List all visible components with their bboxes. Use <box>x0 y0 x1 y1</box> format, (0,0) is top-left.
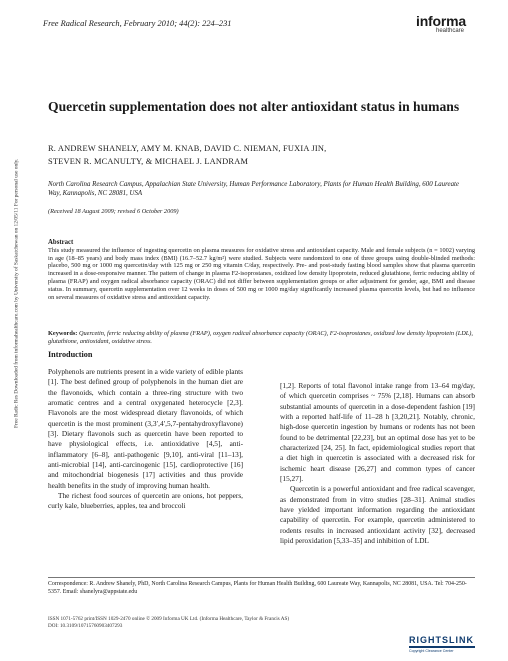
intro-paragraph-2: The richest food sources of quercetin are onions, hot peppers, curly kale, blueberries, apples, tea and broccoli <box>48 491 243 511</box>
section-heading-introduction: Introduction <box>48 350 93 359</box>
keywords-text: Quercetin, ferric reducing ability of plasma (FRAP), oxygen radical absorbance capacity (ORAC), F2-isoprostanes, oxidized low density lipoprotein (LDL), glutathione, antioxidant, oxidative stress. <box>48 330 473 346</box>
rightslink-logo[interactable] <box>409 635 479 653</box>
intro-paragraph-1: Polyphenols are nutrients present in a wide variety of edible plants [1]. The best defined group of polyphenols in the human diet are the flavonoids, which contain a three-ring structure with two aromatic centres and a central oxygenated heterocycle [2,3]. Flavonols are the most widespread dietary flavonoids, of which quercetin is the most prominent (3,3′,4′,5,7-pentahydroxyflavone) [3]. Dietary flavonols such as quercetin have been reported to have physiological effects, i.e. antioxidative [4,5], anti-inflammatory [6–8], anti-pathogenic [9,10], anti-viral [11–13], anti-microbial [14], anti-carcinogenic [15], cardioprotective [16] and mitochondrial biogenesis [17] activities and thus provide health benefits in the study of improving human health. <box>48 367 243 490</box>
issn-line: ISSN 1071-5762 print/ISSN 1029-2470 online © 2009 Informa UK Ltd. (Informa Healthcare, Taylor & Francis AS) <box>48 616 290 622</box>
received-dates: (Received 18 August 2009; revised 6 October 2009) <box>48 208 179 215</box>
publisher-name: informa <box>416 13 466 29</box>
article-title: Quercetin supplementation does not alter antioxidant status in humans <box>48 99 460 114</box>
right-column <box>280 381 475 547</box>
affiliation: North Carolina Research Campus, Appalachian State University, Human Performance Laboratory, Plants for Human Health Building, 600 Laureate Way, Kannapolis, NC 28081, USA <box>48 181 459 198</box>
abstract-block <box>48 239 475 301</box>
footnote-divider <box>48 577 475 578</box>
issn-block <box>48 616 448 631</box>
rightslink-subtitle: Copyright Clearance Center <box>409 649 454 653</box>
correspondence-note: Correspondence: R. Andrew Shanely, PhD, North Carolina Research Campus, Plants for Human Health Building, 600 Laureate Way, Kannapolis, NC 28081, USA. Tel: 704-250-5357. Email: shanelyra@appstate.edu <box>48 581 467 596</box>
rightslink-bar <box>409 646 475 648</box>
publisher-logo <box>416 14 476 34</box>
author-list <box>48 142 468 168</box>
abstract-heading: Abstract <box>48 239 74 246</box>
keywords-label: Keywords: <box>48 330 78 337</box>
left-column <box>48 367 243 512</box>
download-watermark: Free Radic Res Downloaded from informahealthcare.com by University of Saskatchewan on 12/05/11 For personal use only. <box>13 158 20 428</box>
intro-paragraph-4: Quercetin is a powerful antioxidant and free radical scavenger, as demonstrated from in vitro studies [28–31]. Animal studies have yielded important information regarding the antioxidant capability of quercetin. For example, quercetin administered to rodents results in increased antioxidant activity [32], decreased lipid peroxidation [5,33–35] and inhibition of LDL <box>280 484 475 546</box>
authors-line-1: R. ANDREW SHANELY, AMY M. KNAB, DAVID C. NIEMAN, FUXIA JIN, <box>48 144 327 153</box>
authors-line-2: STEVEN R. MCANULTY, & MICHAEL J. LANDRAM <box>48 157 249 166</box>
intro-paragraph-3: [1,2]. Reports of total flavonol intake range from 13–64 mg/day, of which quercetin comprises ~ 75% [2,18]. Humans can absorb substantial amounts of quercetin in a dose-dependent fashion [19] with a reported half-life of 11–28 h [3,20,21]. Notably, chronic, high-dose quercetin ingestion by humans or rodents has not been found to be detrimental [22,23], but an optimal dose has yet to be characterized [24, 25]. In fact, epidemiological studies report that a diet high in quercetin is associated with a decreased risk for ischemic heart disease [26,27] and common types of cancer [15,27]. <box>280 381 475 484</box>
doi-line: DOI: 10.3109/10715760903407293 <box>48 623 123 630</box>
rightslink-label: RIGHTSLINK <box>409 635 474 645</box>
journal-citation: Free Radical Research, February 2010; 44(2): 224–231 <box>43 19 232 28</box>
abstract-text: This study measured the influence of ingesting quercetin on plasma measures for oxidative stress and antioxidant capacity. Male and female subjects (n = 1002) varying in age (18–85 years) and body mass index (BMI) (16.7–52.7 kg/m²) were studied. Subjects were randomized to one of three groups using double-blinded methods: placebo, 500 mg or 1000 mg quercetin/day with 125 mg or 250 mg vitamin C/day, respectively. Pre- and post-study fasting blood samples show that plasma quercetin increased in a dose-responsive manner. The pattern of change in plasma F2-isoprostanes, oxidized low density lipoprotein, reduced glutathione, ferric reducing ability of plasma (FRAP) and oxygen radical absorbance capacity (ORAC) did not differ between supplementation groups or after adjustment for gender, age, BMI and disease status. In summary, quercetin supplementation over 12 weeks in doses of 500 mg or 1000 mg/day significantly increased plasma quercetin levels, but had no influence on several measures of oxidative stress and antioxidant capacity. <box>48 246 475 301</box>
publisher-subtitle: healthcare <box>436 28 465 34</box>
keywords-block <box>48 330 475 346</box>
